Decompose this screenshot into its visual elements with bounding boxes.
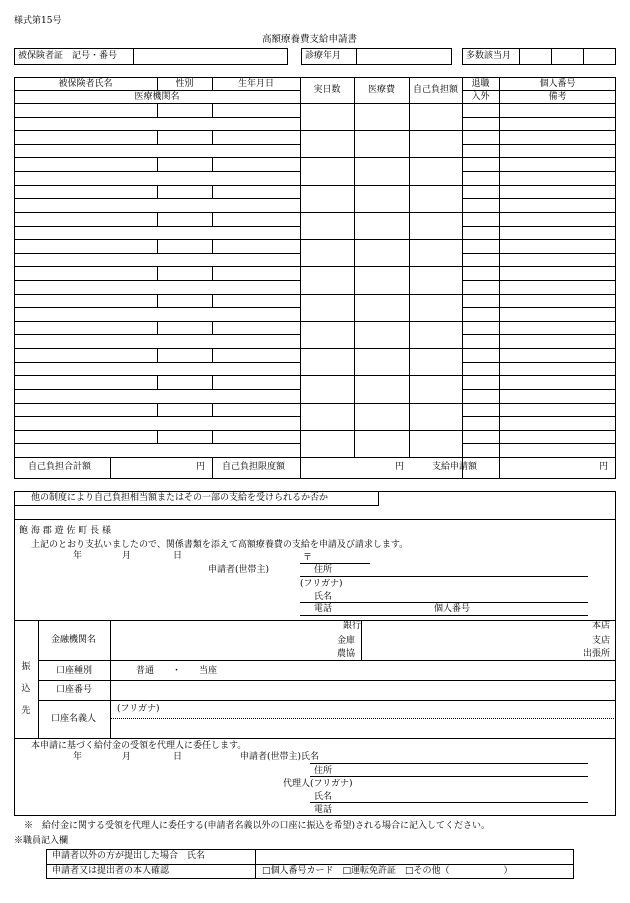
vline-total-3 xyxy=(300,457,301,479)
staff-col-divider xyxy=(255,849,256,879)
decl-year: 年 xyxy=(73,551,83,561)
bank-row-3 xyxy=(38,700,616,701)
col-days: 実日数 xyxy=(313,85,341,95)
decl-day: 日 xyxy=(173,551,183,561)
vline-total-4 xyxy=(499,457,500,479)
account-type-options[interactable]: 普通 ・ 当座 xyxy=(136,666,218,676)
proxy-day: 日 xyxy=(173,752,183,762)
self-pay-limit-label: 自己負担限度額 xyxy=(222,462,286,472)
col-self-pay: 自己負担額 xyxy=(412,85,458,95)
footnote: ※ 給付金に関する受領を代理人に委任する(申請者名義以外の口座に振込を希望)される場合に記入してください。 xyxy=(24,821,491,831)
payment-request-label: 支給申請額 xyxy=(432,462,478,472)
vline-selfpay xyxy=(409,77,410,457)
col-retire-bottom: 入外 xyxy=(471,92,490,102)
postal-line[interactable] xyxy=(300,563,370,564)
sub-office-option: 出張所 xyxy=(583,649,611,659)
bank-top xyxy=(14,620,616,621)
transfer-dest-label: 振 込 先 xyxy=(21,662,31,716)
treatment-month-label: 診療年月 xyxy=(305,51,342,61)
bank-row-1 xyxy=(38,660,616,661)
bank-branch-divider xyxy=(361,620,362,660)
multiple-month-box-2[interactable] xyxy=(551,48,584,65)
vline-total-2 xyxy=(212,457,213,479)
insured-card-number-field[interactable] xyxy=(133,48,288,65)
decl-personal-number-label: 個人番号 xyxy=(434,604,471,614)
decl-name-label: 氏名 xyxy=(314,592,333,602)
col-insured-name: 被保険者氏名 xyxy=(58,79,113,89)
holder-furigana-divider xyxy=(110,718,616,719)
proxy-address-line[interactable] xyxy=(310,776,588,777)
bank-option: 銀行 xyxy=(343,621,362,631)
yen-1: 円 xyxy=(196,462,206,472)
other-system-question-cell xyxy=(14,491,379,506)
addressee: 飽 海 郡 遊 佐 町 長 様 xyxy=(19,526,112,536)
yen-2: 円 xyxy=(395,462,405,472)
proxy-furigana-label: 代理人(フリガナ) xyxy=(283,779,353,789)
branch-option: 支店 xyxy=(592,636,611,646)
phone-line[interactable] xyxy=(300,615,588,616)
proxy-name-line[interactable] xyxy=(310,802,588,803)
institution-label: 金融機関名 xyxy=(51,635,97,645)
col-gender: 性別 xyxy=(175,79,194,89)
account-number-label: 口座番号 xyxy=(56,685,93,695)
proxy-applicant-name-label: 申請者(世帯主)氏名 xyxy=(240,752,320,762)
claims-table xyxy=(14,77,616,479)
staff-row-divider xyxy=(46,864,574,865)
staff-row2-label: 申請者又は提出者の本人確認 xyxy=(52,866,170,876)
address-line[interactable] xyxy=(300,576,588,577)
bank-bottom xyxy=(14,738,616,739)
bank-vline-2 xyxy=(110,620,111,738)
id-options[interactable]: □個人番号カード □運転免許証 □その他（ ） xyxy=(262,866,513,876)
page-title: 高額療養費支給申請書 xyxy=(262,34,358,45)
proxy-statement: 本申請に基づく給付金の受領を代理人に委任します。 xyxy=(31,741,247,751)
declaration-statement: 上記のとおり支払いましたので、関係書類を添えて高額療養費の支給を申請及び請求します。 xyxy=(31,540,409,550)
account-type-label: 口座種別 xyxy=(56,666,93,676)
nokyo-option: 農協 xyxy=(337,649,356,659)
bank-vline-1 xyxy=(38,620,39,738)
name-line[interactable] xyxy=(300,602,588,603)
head-office-option: 本店 xyxy=(592,621,611,631)
vline-days xyxy=(300,77,301,457)
shinkin-option: 金庫 xyxy=(337,636,356,646)
multiple-month-box-1[interactable] xyxy=(519,48,552,65)
vline-cost xyxy=(354,77,355,457)
holder-furigana: (フリガナ) xyxy=(117,704,160,714)
header-divider-right xyxy=(462,90,616,91)
proxy-name-label: 氏名 xyxy=(314,792,333,802)
totals-top xyxy=(14,457,616,458)
staff-row1-label: 申請者以外の方が提出した場合 氏名 xyxy=(52,851,206,861)
address-label: 住所 xyxy=(314,565,333,575)
form-number: 様式第15号 xyxy=(14,16,62,26)
vline-gender xyxy=(157,77,158,90)
col-retire-top: 退職 xyxy=(471,79,490,89)
staff-heading: ※職員記入欄 xyxy=(14,836,69,846)
header-bottom xyxy=(14,103,616,104)
col-institution: 医療機関名 xyxy=(134,92,180,102)
vline-birth xyxy=(212,77,213,90)
applicant-label: 申請者(世帯主) xyxy=(208,565,270,575)
multiple-months-label: 多数該当月 xyxy=(466,51,512,61)
decl-month: 月 xyxy=(122,551,132,561)
header-divider-left xyxy=(14,90,300,91)
yen-3: 円 xyxy=(599,462,609,472)
col-remarks: 備考 xyxy=(548,92,567,102)
col-birthdate: 生年月日 xyxy=(237,79,274,89)
account-holder-label: 口座名義人 xyxy=(51,714,97,724)
other-system-question: 他の制度により自己負担相当額またはその一部の支給を受けられるか否か xyxy=(31,493,329,503)
proxy-year: 年 xyxy=(73,752,83,762)
self-pay-total-label: 自己負担合計額 xyxy=(28,462,92,472)
proxy-address-label: 住所 xyxy=(314,766,333,776)
proxy-applicant-line[interactable] xyxy=(310,763,588,764)
vline-total-1 xyxy=(110,457,111,479)
col-personal-number: 個人番号 xyxy=(539,79,576,89)
proxy-phone-label: 電話 xyxy=(314,805,333,815)
postal-mark: 〒 xyxy=(303,553,313,563)
proxy-month: 月 xyxy=(122,752,132,762)
insured-card-label-cell xyxy=(14,48,134,65)
decl-furigana: (フリガナ) xyxy=(300,579,343,589)
treatment-month-label-cell xyxy=(301,48,357,65)
treatment-month-field[interactable] xyxy=(356,48,452,65)
bank-row-2 xyxy=(38,680,616,681)
vline-retire xyxy=(462,77,463,479)
col-medical-cost: 医療費 xyxy=(367,85,395,95)
decl-phone-label: 電話 xyxy=(314,604,333,614)
vline-personal xyxy=(499,77,500,457)
insured-card-label: 被保険者証 記号・番号 xyxy=(18,51,118,61)
question-bottom xyxy=(14,519,616,520)
multiple-month-box-3[interactable] xyxy=(583,48,616,65)
multiple-months-label-cell xyxy=(462,48,520,65)
